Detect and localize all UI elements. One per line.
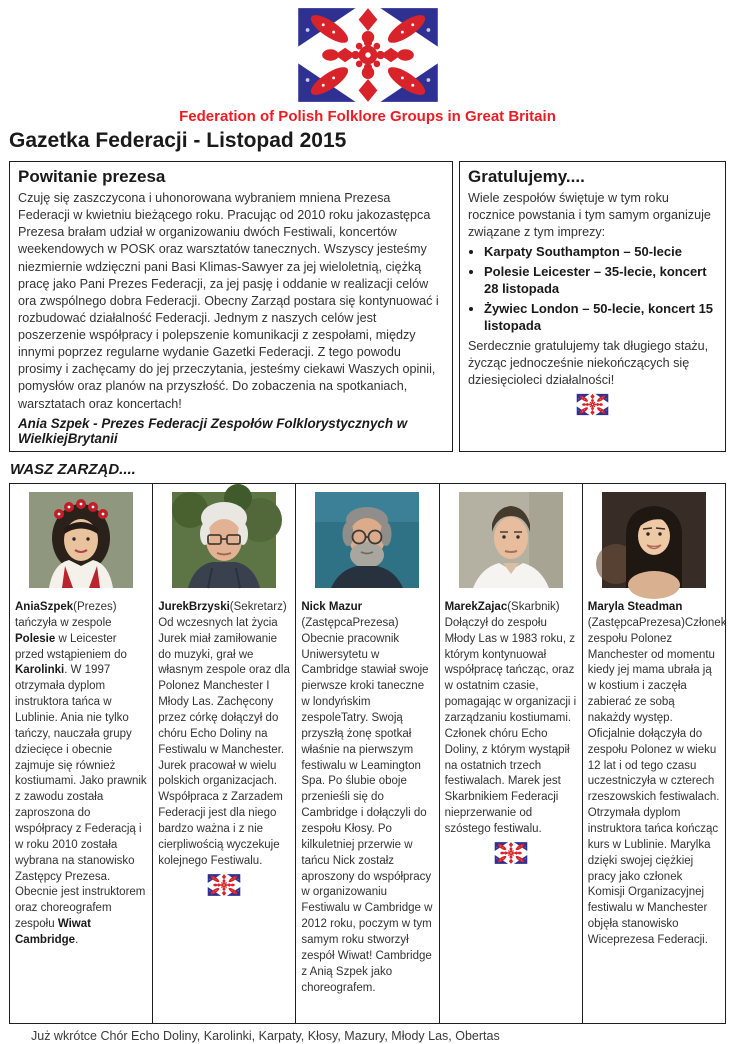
flag-container	[158, 873, 290, 897]
congrats-box	[459, 161, 726, 452]
member-cell-jurek	[153, 484, 296, 1024]
list-item: • Karpaty Southampton – 50-lecie	[484, 244, 717, 261]
clipped-caption: Już wkrótce Chór Echo Doliny, Karolinki, Karpaty, Kłosy, Mazury, Młody Las, Obertas	[31, 1029, 500, 1043]
congrats-outro: Serdecznie gratulujemy tak długiego stażu, życząc jednocześnie niekończących się dziesięcioleci działalności!	[468, 338, 709, 388]
member-bio: MarekZajac(Skarbnik) Dołączył do zespołu Młody Las w 1983 roku, z którym kontynuował współpracę tańcząc, oraz w ostatnim czasie, pomagając w organizacji i zarządzaniu kostiumami. Członek chóru Echo Doliny, z którym wystąpił na ostatnich trzech festiwalach. Marek jest Skarbnikiem Federacji nieprzerwanie od szóstego festiwalu.	[444, 601, 577, 836]
member-bio: Maryla Steadman (ZastępcaPrezesa)Członek zespołu Polonez Manchester od momentu kiedy jej mama ubrała ją w kostium i zaczęła zabierać ze sobą nakażdy występ. Oficjalnie dołączyła do zespołu Polonez w wieku 12 lat i od tego czasu uczestniczyła w czterech rzeszowskich festiwalach. Otrzymała dyplom instruktora tańca kończąc kurs w Lublinie. Marylka dzięki swojej ciężkiej pracy jako członek Komisji Organizacyjnej festiwalu w Manchester objęła stanowisko Wiceprezesa Federacji.	[587, 601, 727, 947]
board-section-heading: WASZ ZARZĄD....	[10, 461, 136, 478]
welcome-box-title: Powitanie prezesa	[18, 167, 166, 186]
photo-container	[445, 492, 577, 588]
member-cell-ania	[10, 484, 153, 1024]
top-boxes-row	[9, 161, 726, 452]
logo-container	[9, 0, 726, 105]
congrats-intro: Wiele zespołów świętuje w tym roku rocznice powstania i tym samym organizuje związane z tym imprezy:	[468, 191, 711, 240]
member-cell-marek	[439, 484, 582, 1024]
member-bio: Nick Mazur (ZastępcaPrezesa) Obecnie pracownik Uniwersytetu w Cambridge stawiał swoje pierwsze kroki taneczne w londyńskim zespoleTatry. Swoją przyszłą żonę spotkał właśnie na pierwszym festiwalu w Leamington Spa. Po ślubie oboje przenieśli się do Cambridge i dołączyli do zespołu Kłosy. Po kilkuletniej przerwie w tańcu Nick zostałz aproszony do współpracy w organizowaniu Festiwalu w Cambridge w 2012 roku, poczym w tym samym roku stworzył zespół Wiwat! Cambridge z Anią Szpek jako choreografem.	[301, 601, 433, 994]
member-bio: AniaSzpek(Prezes) tańczyła w zespole Polesie w Leicester przed wstąpieniem do Karolinki. W 1997 otrzymała dyplom instruktora tańca w Lublinie. Ania nie tylko tańczy, nauczała grupy dziecięce i obecnie zajmuje się również kostiumami. Jako prawnik z zawodu została zaproszona do współpracy z Federacją i w roku 2010 została wybrana na stanowisko Zastępcy Prezesa. Obecnie jest instruktorem oraz choreografem zespołu Wiwat Cambridge.	[15, 601, 147, 947]
congrats-box-title: Gratulujemy....	[468, 167, 585, 186]
anniversaries-list	[468, 244, 717, 334]
folk-flag-icon	[494, 841, 528, 865]
member-photo-marek	[459, 492, 563, 588]
member-cell-maryla	[582, 484, 725, 1024]
table-row	[10, 484, 726, 1024]
member-photo-nick	[315, 492, 419, 588]
list-item: • Żywiec London – 50-lecie, koncert 15 listopada	[484, 301, 717, 335]
photo-container	[588, 492, 720, 588]
organization-name: Federation of Polish Folklore Groups in Great Britain	[179, 108, 556, 125]
flag-container	[468, 393, 717, 416]
member-photo-maryla	[602, 492, 706, 588]
list-item: • Polesie Leicester – 35-lecie, koncert 28 listopada	[484, 264, 717, 298]
president-signature: Ania Szpek - Prezes Federacji Zespołów Folklorystycznych w WielkiejBrytanii	[18, 415, 408, 446]
photo-container	[301, 492, 433, 588]
federation-logo-icon	[294, 5, 442, 105]
folk-flag-icon	[576, 393, 609, 416]
flag-container	[445, 841, 577, 865]
photo-container	[158, 492, 290, 588]
photo-container	[15, 492, 147, 588]
member-cell-nick	[296, 484, 439, 1024]
page-title: Gazetka Federacji - Listopad 2015	[9, 129, 347, 152]
welcome-box	[9, 161, 453, 452]
folk-flag-icon	[207, 873, 241, 897]
member-photo-ania	[29, 492, 133, 588]
member-photo-jurek	[172, 492, 276, 588]
welcome-box-body: Czuję się zaszczycona i uhonorowana wybraniem mniena Prezesa Federacji w kwietniu bieżącego roku. Pracując od 2010 roku jakozastępca Prezesa brałam udział w organizowaniu dwóch Festiwali, koncertów weekendowych w POSK oraz warsztatów tanecznych. Wszyscy jesteśmy niezmiernie wdzięczni pani Basi Klimas-Sawyer za jej wieloletnią, ciężką pracę jako Pani Prezes Federacji, za jej pasję i oddanie w realizacji celów ora zwspólnego dobra Federacji. Obecny Zarząd postara się kontynuować i rozbudować działalność Federacji. Jednym z naszych celów jest poszerzenie współpracy i polepszenie komunikacji z zespołami, między innymi poprzez regularne wydanie Gazetki Federacji. Z tego powodu prosimy i zachęcamy do jej przeczytania, jesteśmy ciekawi Waszych opinii, pomysłów oraz planów na przyszłość. Do zobaczenia na spotkaniach, warsztatach oraz koncertach!	[18, 191, 439, 411]
board-table	[9, 483, 726, 1024]
member-bio: JurekBrzyski(Sekretarz) Od wczesnych lat życia Jurek miał zamiłowanie do muzyki, grał we własnym zespole oraz dla Polonez Manchester I Młody Las. Zachęcony przez córkę dołączył do chóru Echo Doliny na Festiwalu w Manchester. Jurek pracował w wielu polskich organizacjach. Współpraca z Zarzadem Federacji jest dla niego bardzo ważna i z nie cierpliwością wyczekuje kolejnego Festiwalu.	[158, 601, 290, 867]
